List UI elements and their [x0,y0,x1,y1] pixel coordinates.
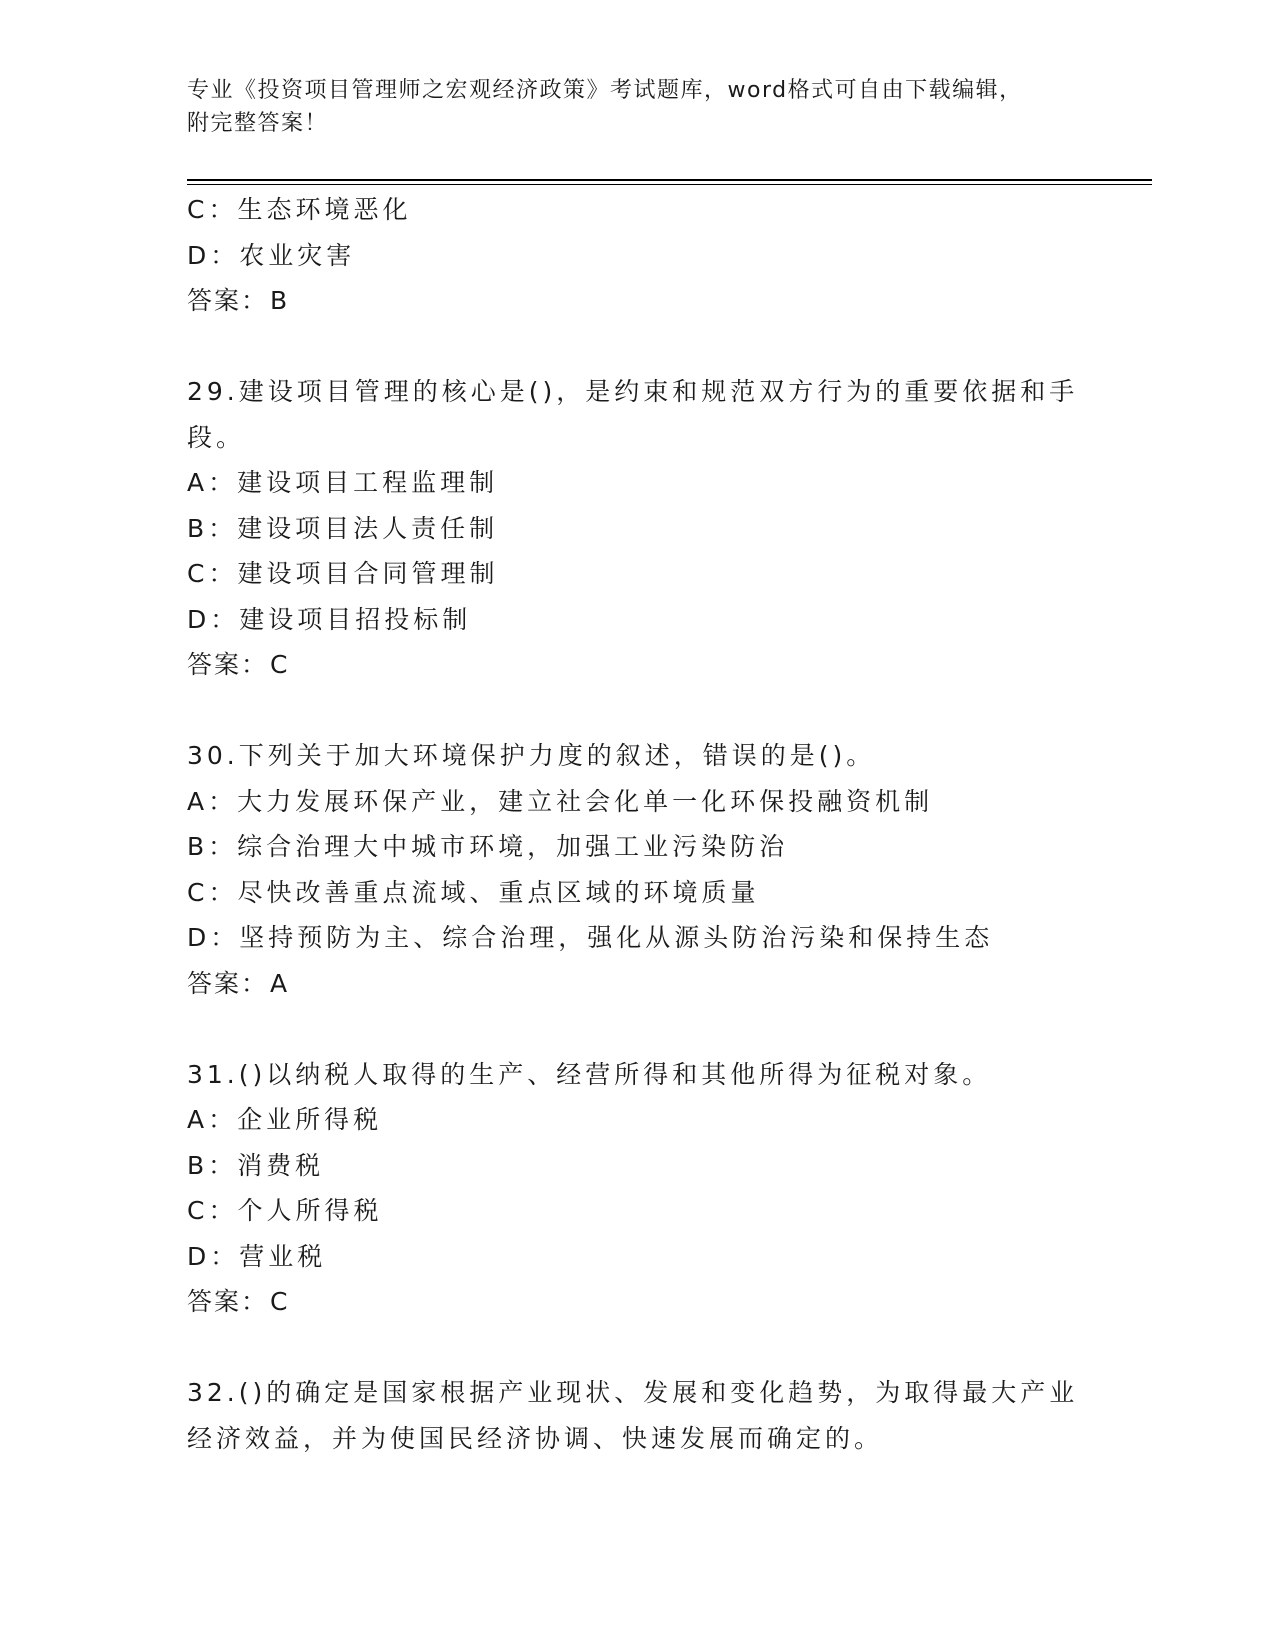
answer-label: 答案： [187,650,269,679]
header-divider-thick [187,179,1152,181]
spacer [187,324,1087,370]
option-c: C：尽快改善重点流域、重点区域的环境质量 [187,877,760,907]
question-stem: 29.建设项目管理的核心是()，是约束和规范双方行为的重要依据和手 [187,377,1079,406]
question-stem: 30.下列关于加大环境保护力度的叙述，错误的是()。 [187,741,876,770]
question-31 [187,1052,1087,1325]
answer-line [187,1279,1087,1325]
option-a: A：企业所得税 [187,1105,383,1134]
question-stem-continued: 段。 [187,422,246,452]
answer-value: B [270,286,290,315]
option-c: C：个人所得税 [187,1196,383,1225]
question-stem: 32.()的确定是国家根据产业现状、发展和变化趋势，为取得最大产业 [187,1378,1079,1407]
answer-label: 答案： [187,286,269,315]
answer-line [187,278,1087,324]
answer-label: 答案： [187,1287,269,1316]
question-29 [187,369,1087,688]
option-d: D：营业税 [187,1241,327,1271]
answer-label: 答案： [187,968,269,998]
option-c: C：建设项目合同管理制 [187,559,499,588]
header-line-1: 专业《投资项目管理师之宏观经济政策》考试题库，word格式可自由下载编辑， [187,78,1023,103]
option-d: D：农业灾害 [187,240,356,270]
question-stem: 31.()以纳税人取得的生产、经营所得和其他所得为征税对象。 [187,1059,992,1089]
option-b: B：综合治理大中城市环境，加强工业污染防治 [187,832,789,861]
answer-value: A [270,968,290,998]
option-b: B：消费税 [187,1150,325,1180]
option-a: A：建设项目工程监理制 [187,468,499,497]
spacer [187,688,1087,734]
option-c: C：生态环境恶化 [187,195,412,224]
spacer [187,1325,1087,1371]
question-28-tail [187,187,1087,324]
header-divider-thin [187,184,1152,185]
answer-line [187,961,1087,1007]
document-header [187,74,1087,140]
option-d: D：建设项目招投标制 [187,604,472,634]
answer-value: C [270,650,290,679]
answer-line [187,642,1087,688]
option-a: A：大力发展环保产业，建立社会化单一化环保投融资机制 [187,786,934,816]
question-32 [187,1370,1087,1461]
question-list [187,187,1087,1461]
answer-value: C [270,1287,290,1316]
header-line-2: 附完整答案！ [187,111,329,136]
option-b: B：建设项目法人责任制 [187,513,499,543]
question-30 [187,733,1087,1006]
option-d: D：坚持预防为主、综合治理，强化从源头防治污染和保持生态 [187,923,994,952]
question-stem-continued: 经济效益，并为使国民经济协调、快速发展而确定的。 [187,1423,884,1453]
spacer [187,1006,1087,1052]
